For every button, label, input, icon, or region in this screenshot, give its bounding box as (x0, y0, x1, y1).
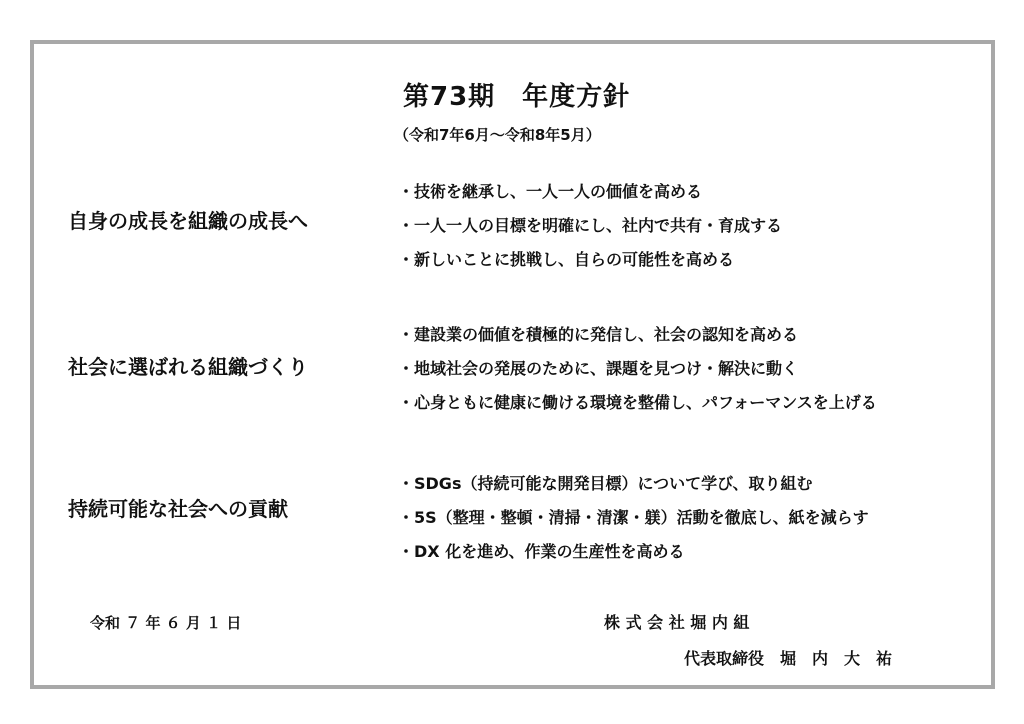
section-heading-sustainability: 持続可能な社会への貢献 (68, 497, 288, 521)
representative-signature: 代表取締役 堀 内 大 祐 (684, 649, 893, 668)
policy-item: ・建設業の価値を積極的に発信し、社会の認知を高める (398, 325, 799, 344)
policy-item: ・心身ともに健康に働ける環境を整備し、パフォーマンスを上げる (398, 393, 877, 412)
company-name: 株 式 会 社 堀 内 組 (604, 613, 750, 632)
issue-date: 令和 ７ 年 ６ 月 １ 日 (90, 614, 242, 632)
section-heading-growth: 自身の成長を組織の成長へ (68, 209, 308, 233)
policy-item: ・新しいことに挑戦し、自らの可能性を高める (398, 250, 735, 269)
policy-item: ・SDGs（持続可能な開発目標）について学び、取り組む (398, 474, 813, 493)
policy-item: ・5S（整理・整頓・清掃・清潔・躾）活動を徹底し、紙を減らす (398, 508, 869, 527)
section-items-sustainability (398, 472, 869, 574)
policy-item: ・地域社会の発展のために、課題を見つけ・解決に動く (398, 359, 799, 378)
section-heading-society: 社会に選ばれる組織づくり (68, 355, 308, 379)
page-title: 第73期 年度方針 (403, 82, 631, 112)
policy-item: ・技術を継承し、一人一人の価値を高める (398, 182, 703, 201)
section-items-growth (398, 180, 782, 282)
section-items-society (398, 323, 877, 425)
fiscal-period: （令和7年6月～令和8年5月） (394, 126, 601, 144)
policy-item: ・一人一人の目標を明確にし、社内で共有・育成する (398, 216, 783, 235)
policy-item: ・DX 化を進め、作業の生産性を高める (398, 542, 685, 561)
